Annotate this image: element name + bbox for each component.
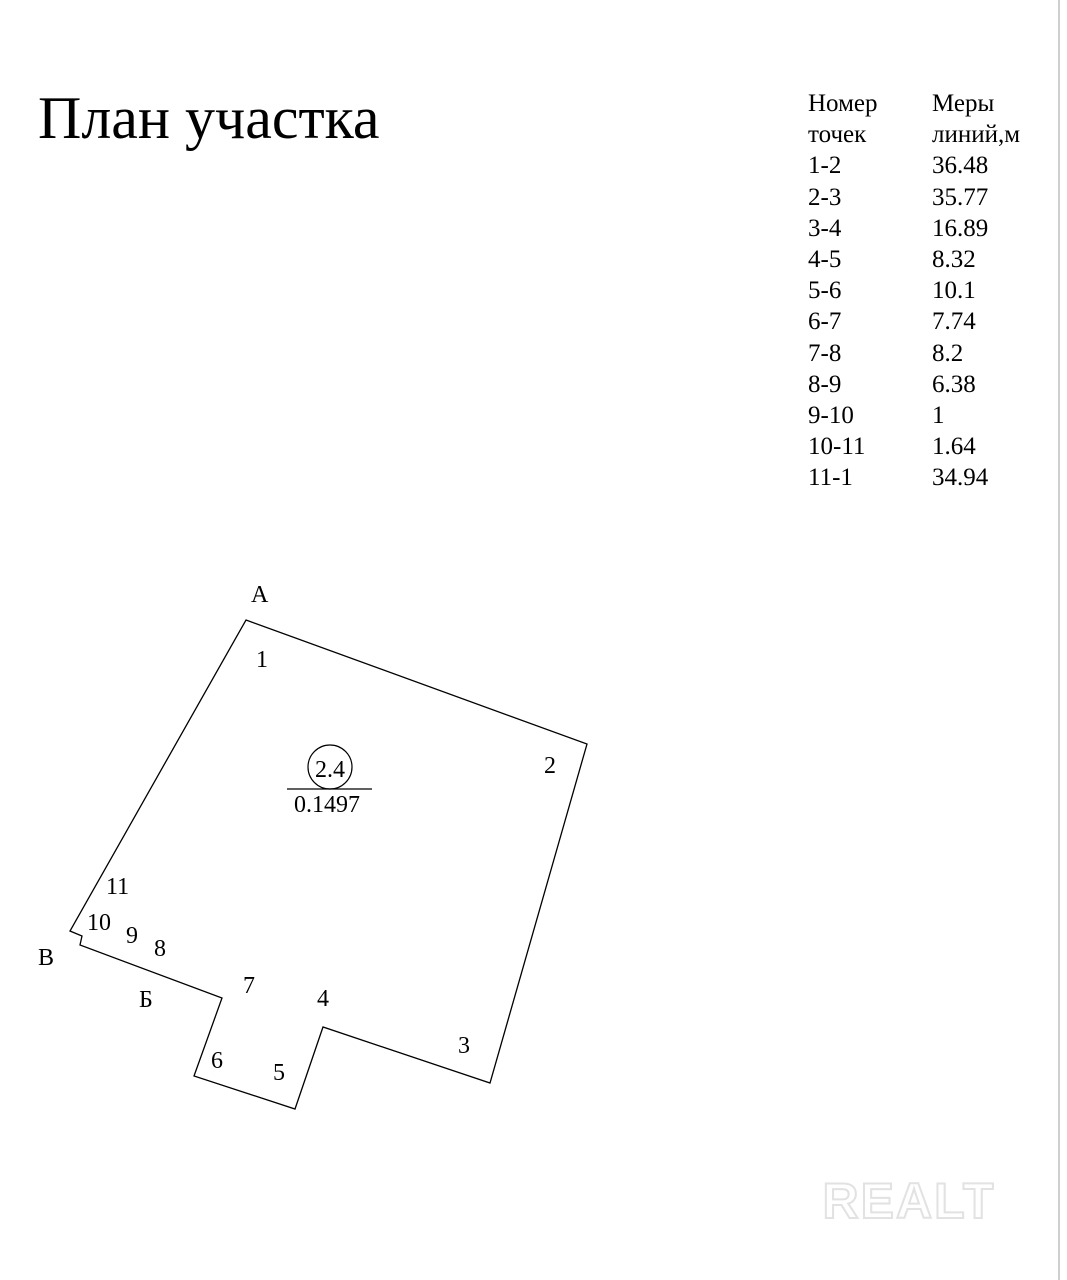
vertex-label-9: 9 (126, 923, 138, 949)
parcel-area: 0.1497 (294, 792, 360, 818)
header-length-line2: линий,м (932, 121, 1021, 149)
realt-watermark-logo (806, 1172, 1012, 1228)
neighbor-label-b: Б (139, 987, 153, 1013)
segment-points: 3-4 (808, 214, 842, 242)
segment-length: 34.94 (932, 464, 989, 492)
vertex-label-8: 8 (154, 936, 166, 962)
vertex-label-11: 11 (106, 874, 130, 900)
segment-points: 5-6 (808, 277, 842, 305)
segment-points: 9-10 (808, 402, 854, 430)
header-points-line1: Номер (808, 90, 878, 117)
vertex-label-3: 3 (458, 1033, 470, 1059)
segment-length: 8.32 (932, 246, 976, 274)
segment-length: 6.38 (932, 370, 976, 398)
segment-length: 36.48 (932, 152, 989, 180)
segment-length: 10.1 (932, 277, 976, 305)
segment-points: 1-2 (808, 152, 842, 180)
vertex-label-6: 6 (211, 1048, 223, 1074)
segment-length: 16.89 (932, 214, 989, 242)
vertex-label-7: 7 (243, 973, 255, 999)
vertex-label-4: 4 (317, 986, 329, 1012)
segment-length: 7.74 (932, 308, 976, 336)
neighbor-label-v: В (38, 945, 55, 971)
segment-points: 2-3 (808, 183, 842, 211)
segment-length: 1.64 (932, 433, 976, 461)
segment-points: 6-7 (808, 308, 842, 336)
segment-points: 7-8 (808, 339, 842, 367)
segment-points: 10-11 (808, 433, 866, 461)
page-title: План участка (38, 85, 380, 151)
segment-points: 11-1 (808, 464, 853, 492)
segment-length: 8.2 (932, 339, 964, 367)
vertex-label-5: 5 (273, 1060, 285, 1086)
segment-points: 8-9 (808, 370, 842, 398)
vertex-label-2: 2 (544, 753, 556, 779)
watermark-text: REALT (822, 1173, 996, 1228)
header-points-line2: точек (808, 121, 867, 149)
vertex-label-1: 1 (256, 647, 268, 673)
parcel-number: 2.4 (315, 757, 345, 783)
vertex-label-10: 10 (87, 910, 111, 936)
neighbor-label-a: А (251, 582, 269, 608)
segment-points: 4-5 (808, 246, 842, 274)
header-length-line1: Меры (932, 90, 995, 117)
segment-length: 35.77 (932, 183, 989, 211)
segment-length: 1 (932, 402, 945, 430)
parcel-boundary (70, 620, 587, 1109)
